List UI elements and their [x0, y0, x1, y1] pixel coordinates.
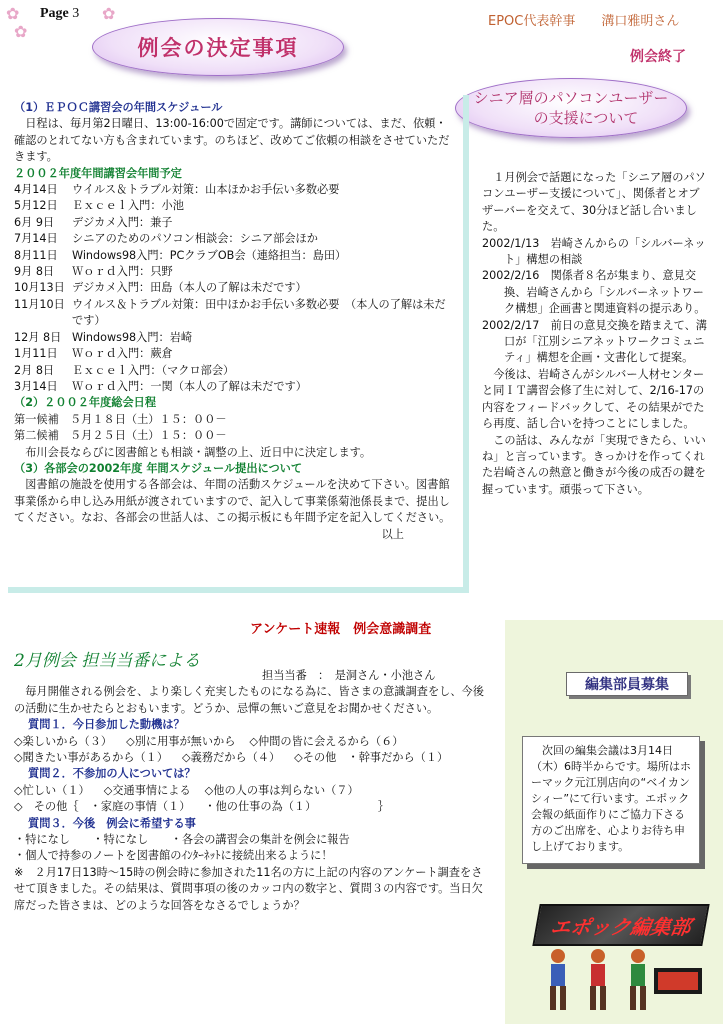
schedule-topic: ウイルス＆トラブル対策：田中ほかお手伝い多数必要 （本人の了解は未だです）	[72, 297, 446, 328]
schedule-date: 10月13日	[14, 281, 65, 295]
schedule-row	[14, 379, 454, 395]
schedule-topic: Ｅｘｃｅｌ入門：（マクロ部会）	[72, 363, 235, 377]
general-meeting-heading: （2）２００２年度総会日程	[14, 396, 157, 410]
answer-option: ◇他の人の事は判らない（７）	[204, 783, 359, 797]
recruit-box	[522, 736, 700, 864]
answer-option: ◇仲間の皆に会えるから（６）	[249, 734, 404, 748]
schedule-topic: デジカメ入門：兼子	[72, 215, 173, 229]
subgroup-schedule-heading: （3）各部会の2002年度 年間スケジュール提出について	[14, 461, 303, 475]
senior-intro: １月例会で話題になった「シニア層のパソコンユーザー支援について」、関係者とオブザーバーを交えて、30分ほど話し合いました。	[482, 171, 706, 234]
schedule-row	[14, 346, 454, 362]
general-meeting-note: 布川会長ならびに図書館とも相談・調整の上、近日中に決定します。	[25, 445, 372, 459]
recruit-title: 編集部員募集	[566, 672, 688, 696]
end-mark: 以上	[381, 527, 404, 541]
question-1-answers	[14, 734, 489, 767]
schedule-row	[14, 297, 454, 330]
answer-option: ◇交通事情による	[103, 783, 191, 797]
flower-decoration: ✿	[102, 4, 116, 23]
answer-option: ◇楽しいから（３）	[14, 734, 113, 748]
timeline-entry	[482, 318, 710, 367]
timeline-text: 岩崎さんからの「シルバーネット」構想の相談	[504, 236, 706, 267]
timeline-text: 関係者８名が集まり、意見交換、岩崎さんから「シルバーネットワーク構想」企画書と関連資料の提示あり。	[504, 269, 706, 316]
subgroup-schedule-text: 図書館の施設を使用する各部会は、年間の活動スケジュールを決めて下さい。図書館事業係から申し込み用紙が渡されていますので、記入して事業係菊池係長まで、提出してください。なお、各部会の世話人は、この掲示板にも年間予定を記入してください。	[14, 478, 451, 525]
schedule-row	[14, 330, 454, 346]
schedule-row	[14, 264, 454, 280]
candidate-1: 第一候補 ５月１８日（土）１５：００－	[14, 412, 227, 426]
senior-followup: 今後は、岩崎さんがシルバー人材センターと同ＩＴ講習会修了生に対して、2/16-17の内容をフィードバックして、その結果がでたら再度、話し合いを持つことにしました。	[482, 367, 705, 431]
flower-decoration: ✿	[14, 22, 28, 41]
timeline-date: 2002/2/17	[482, 318, 551, 332]
schedule-topic: ウイルス＆トラブル対策：山本ほかお手伝い多数必要	[72, 183, 340, 197]
question-3: 質問３．今後 例会に希望する事	[28, 816, 196, 830]
schedule-row	[14, 363, 454, 379]
schedule-topic: Windows98入門：岩崎	[72, 330, 193, 344]
timeline-entry	[482, 236, 710, 269]
answer-option: ◇聞きたい事があるから（１）	[14, 751, 169, 765]
schedule-topic: Ｅｘｃｅｌ入門：小池	[72, 199, 184, 213]
schedule-date: 2月 8日	[14, 363, 55, 377]
survey-body	[14, 668, 489, 914]
schedule-date: 6月 9日	[14, 215, 55, 229]
schedule-row	[14, 231, 454, 247]
survey-note: ※ ２月17日13時～15時の例会時に参加された11名の方に上記の内容のアンケート調査をさせて頂きました。その結果は、質問事項の後のカッコ内の数字と、質問３の内容です。当日欠席だった皆さまは、どのような回答をなさるでしょうか？	[14, 865, 483, 912]
schedule-row	[14, 182, 454, 198]
answer-option: ・個人で持参のノートを図書館のｲﾝﾀｰﾈｯﾄに接続出来るように！	[14, 849, 333, 863]
question-3-answers	[14, 832, 489, 865]
survey-intro: 毎月開催される例会を、より楽しく充実したものになる為に、皆さまの意識調査をし、今後の活動に生かせたらとおもいます。どうか、忌憚の無いご意見をお聞かせください。	[14, 685, 484, 715]
schedule-list	[14, 182, 454, 395]
answer-option: ◇その他 ・幹事だから（１）	[294, 751, 449, 765]
schedule-date: 9月 8日	[14, 265, 55, 279]
senior-support-column	[482, 170, 710, 498]
schedule-row	[14, 198, 454, 214]
schedule-topic: Windows98入門：PCクラブOB会（連絡担当：島田）	[72, 248, 347, 262]
schedule-topic: Ｗｏｒｄ入門：只野	[72, 265, 173, 279]
schedule-topic: Ｗｏｒｄ入門：一関（本人の了解は未だです）	[72, 379, 307, 393]
schedule-date: 11月10日	[14, 297, 65, 311]
candidate-2: 第二候補 ５月２５日（土）１５：００－	[14, 429, 227, 443]
recruit-text: 次回の編集会議は3月14日（木）6時半からです。場所はホーマック元江別店向の“ベイカンシィー”にて行います。エポック会報の紙面作りにご協力下さる方のご出席を、心よりお待ち申し上げております。	[531, 744, 692, 853]
answer-option: ・特になし ・特になし ・各会の講習会の集計を例会に報告	[14, 833, 350, 847]
schedule-row	[14, 248, 454, 264]
question-2: 質問２．不参加の人については？	[28, 767, 196, 781]
question-2-answers	[14, 783, 489, 816]
duty-members: 担当当番 ： 是洞さん・小池さん	[262, 669, 436, 682]
schedule-date: 8月11日	[14, 248, 58, 262]
author: EPOC代表幹事 溝口雅明さん	[488, 14, 680, 29]
timeline-text: 前日の意見交換を踏まえて、溝口が「江別シニアネットワークコミュニティ」構想を企画・文書化して提案。	[504, 318, 707, 365]
page-label: Page 3	[40, 6, 80, 21]
page-title: 例会の決定事項	[92, 18, 344, 76]
people-illustration	[536, 946, 706, 1016]
timeline-date: 2002/2/16	[482, 269, 551, 283]
schedule-date: 4月14日	[14, 183, 58, 197]
schedule-date: 12月 8日	[14, 330, 62, 344]
schedule-topic: デジカメ入門：田島（本人の了解は未だです）	[72, 281, 307, 295]
timeline-entry	[482, 268, 710, 317]
senior-support-title: シニア層のパソコンユーザー の支援について	[455, 78, 687, 138]
decisions-column	[14, 100, 454, 543]
schedule-intro: 日程は、毎月第2日曜日、13:00-16:00で固定です。講師については、まだ、依頼・確認のとれてない方も含まれています。のちほど、改めてご依頼の相談をさせていただきます。	[14, 117, 450, 164]
schedule-row	[14, 215, 454, 231]
survey-subtitle: 2月例会 担当当番による	[14, 651, 201, 671]
annual-plan-heading: ２００２年度年間講習会年間予定	[14, 166, 182, 180]
meeting-ended-label: 例会終了	[630, 49, 686, 65]
schedule-topic: シニアのためのパソコン相談会：シニア部会ほか	[72, 232, 318, 246]
editorial-logo: エポック編集部	[532, 904, 709, 946]
flower-decoration: ✿	[6, 4, 20, 23]
survey-title: アンケート速報 例会意識調査	[250, 622, 432, 637]
answer-option: ◇別に用事が無いから	[126, 734, 236, 748]
senior-closing: この話は、みんなが「実現できたら、いいね」と言っています。きっかけを作ってくれた岩崎さんの熱意と働きが今後の成否の鍵を握っています。頑張って下さい。	[482, 433, 706, 496]
schedule-date: 7月14日	[14, 232, 58, 246]
schedule-topic: Ｗｏｒｄ入門：蕨倉	[72, 347, 173, 361]
timeline-list	[482, 236, 710, 367]
answer-option: ◇忙しい（１）	[14, 783, 90, 797]
answer-option: ◇ その他｛ ・家庭の事情（１）	[14, 800, 191, 814]
question-1: 質問１．今日参加した動機は？	[28, 718, 185, 732]
answer-option: ・他の仕事の為（１） ｝	[204, 800, 390, 814]
schedule-heading: （1）ＥＰＯＣ講習会の年間スケジュール	[14, 101, 223, 114]
schedule-date: 1月11日	[14, 347, 58, 361]
schedule-row	[14, 280, 454, 296]
schedule-date: 3月14日	[14, 379, 58, 393]
schedule-date: 5月12日	[14, 199, 58, 213]
answer-option: ◇義務だから（４）	[182, 751, 281, 765]
timeline-date: 2002/1/13	[482, 236, 551, 250]
